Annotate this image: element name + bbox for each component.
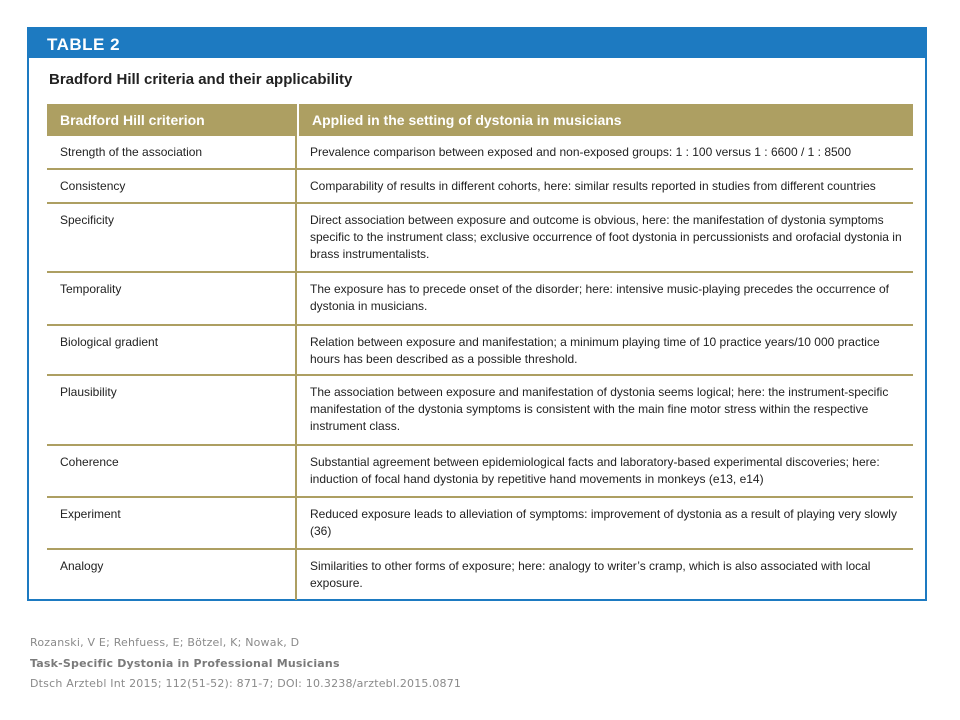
table-row <box>47 273 913 326</box>
table-row <box>47 498 913 550</box>
table-title: Bradford Hill criteria and their applicability <box>49 71 353 88</box>
table-row <box>47 446 913 498</box>
applied-cell: The association between exposure and manifestation of dystonia seems logical; here: the instrument-specific manifestation of the dystonia symptoms is consistent with the main fine motor stress within the respective instrument class. <box>310 385 889 433</box>
criterion-cell: Analogy <box>47 550 297 600</box>
applied-cell: Relation between exposure and manifestation; a minimum playing time of 10 practice years/10 000 practice hours has been described as a possible threshold. <box>310 335 880 366</box>
criterion-cell: Specificity <box>47 204 297 271</box>
criterion-cell: Biological gradient <box>47 326 297 374</box>
table-row <box>47 326 913 376</box>
citation-authors: Rozanski, V E; Rehfuess, E; Bötzel, K; Nowak, D <box>30 636 300 649</box>
criterion-cell: Plausibility <box>47 376 297 444</box>
table-header-row <box>47 104 913 136</box>
criterion-cell: Coherence <box>47 446 297 496</box>
table-row <box>47 170 913 204</box>
table-row <box>47 550 913 600</box>
applied-cell: Substantial agreement between epidemiological facts and laboratory-based experimental discoveries; here: induction of focal hand dystonia by repetitive hand movements in monkeys (e13, e14) <box>310 455 880 486</box>
applied-cell: The exposure has to precede onset of the disorder; here: intensive music-playing precedes the occurrence of dystonia in musicians. <box>310 282 889 313</box>
citation-source: Dtsch Arztebl Int 2015; 112(51-52): 871-7; DOI: 10.3238/arztebl.2015.0871 <box>30 677 462 690</box>
applied-cell: Direct association between exposure and outcome is obvious, here: the manifestation of dystonia symptoms specific to the instrument class; exclusive occurrence of foot dystonia in percussionists and orofacial dystonia in brass instrumentalists. <box>310 213 902 261</box>
applied-cell: Reduced exposure leads to alleviation of symptoms: improvement of dystonia as a result of playing very slowly (36) <box>310 507 897 538</box>
criterion-cell: Consistency <box>47 170 297 202</box>
criteria-table <box>47 104 913 600</box>
applied-cell: Similarities to other forms of exposure; here: analogy to writer’s cramp, which is also associated with local exposure. <box>310 559 871 590</box>
table-row <box>47 204 913 273</box>
criterion-cell: Strength of the association <box>47 136 297 168</box>
applied-cell: Prevalence comparison between exposed and non-exposed groups: 1 : 100 versus 1 : 6600 / 1 : 8500 <box>310 145 852 159</box>
table-row <box>47 376 913 446</box>
table-row <box>47 136 913 170</box>
header-applied: Applied in the setting of dystonia in musicians <box>312 112 622 128</box>
header-criterion: Bradford Hill criterion <box>60 112 205 128</box>
applied-cell: Comparability of results in different cohorts, here: similar results reported in studies from different countries <box>310 179 876 193</box>
table-label: TABLE 2 <box>29 29 925 58</box>
criterion-cell: Experiment <box>47 498 297 548</box>
criterion-cell: Temporality <box>47 273 297 324</box>
table-figure <box>27 27 927 601</box>
citation-article-title: Task-Specific Dystonia in Professional Musicians <box>30 657 340 670</box>
